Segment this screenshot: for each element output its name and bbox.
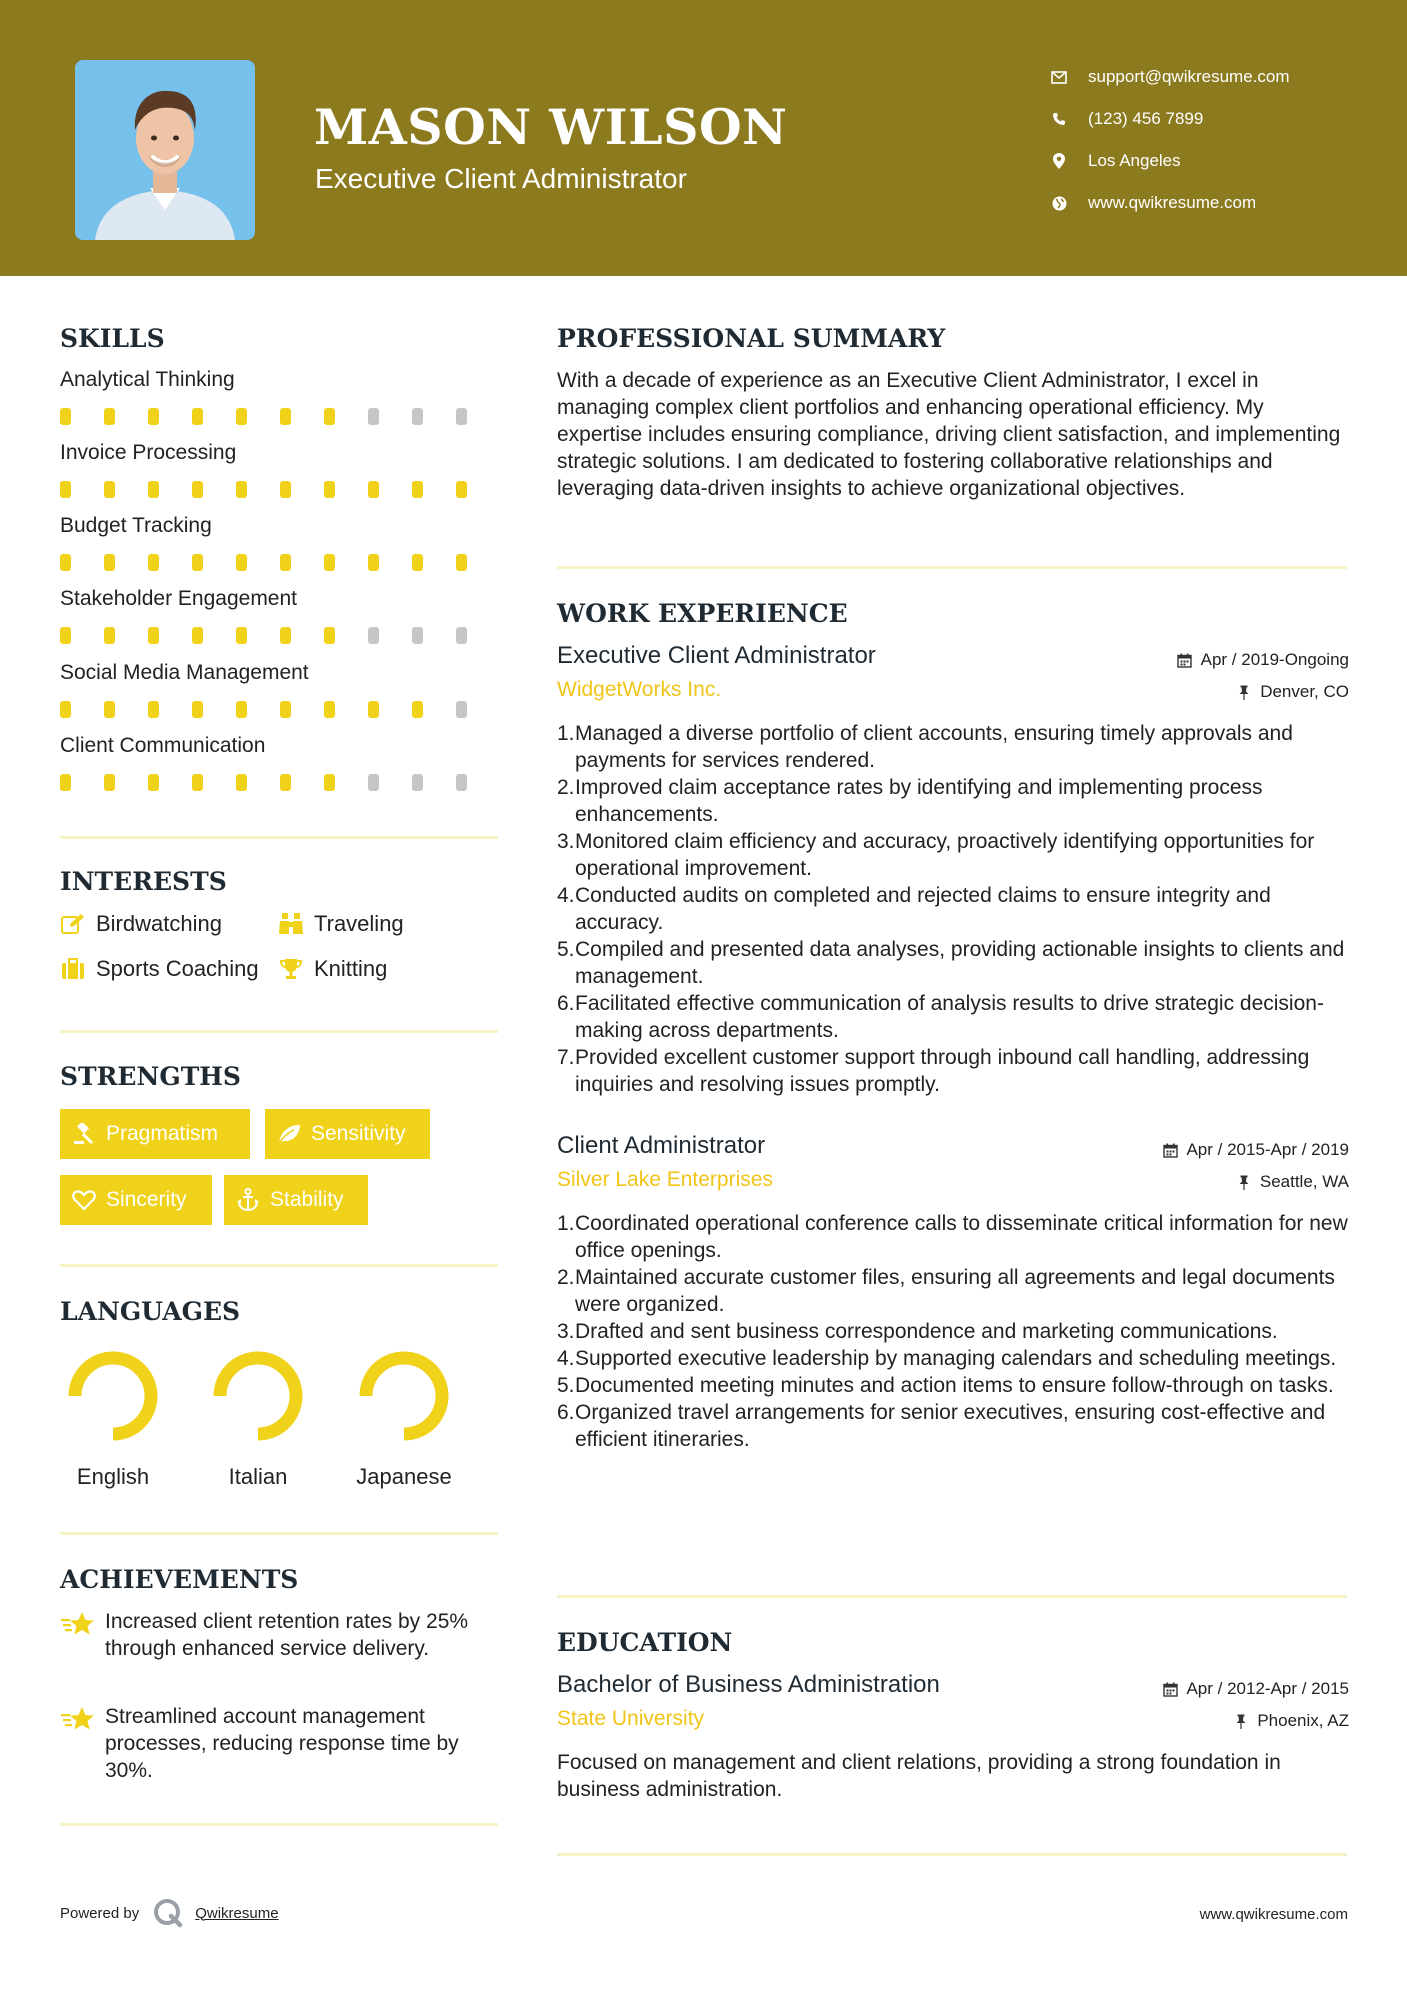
skill-dot-filled bbox=[192, 774, 203, 791]
section-divider bbox=[557, 1853, 1347, 1856]
skill-name: Analytical Thinking bbox=[60, 368, 235, 391]
language-gauge-arc bbox=[366, 1358, 442, 1434]
job-date bbox=[1162, 1140, 1349, 1160]
achievement-item bbox=[60, 1703, 500, 1784]
star-icon bbox=[60, 1705, 96, 1735]
skill-dot-empty bbox=[412, 408, 423, 425]
job-bullets bbox=[557, 1210, 1349, 1453]
pushpin-icon bbox=[1236, 1174, 1252, 1190]
strength-badge bbox=[60, 1109, 250, 1159]
skill-item bbox=[60, 514, 500, 571]
skill-dot-filled bbox=[412, 481, 423, 498]
strength-badge bbox=[224, 1175, 368, 1225]
skill-item bbox=[60, 368, 500, 425]
job-bullet: 2. Maintained accurate customer files, ensuring all agreements and legal documents were organized. bbox=[557, 1266, 1335, 1316]
strength-label: Sincerity bbox=[106, 1188, 187, 1211]
pushpin-icon bbox=[1233, 1713, 1249, 1729]
education-date bbox=[1162, 1679, 1349, 1699]
skill-item bbox=[60, 587, 500, 644]
job-bullet: 4. Conducted audits on completed and rejected claims to ensure integrity and accuracy. bbox=[557, 884, 1271, 934]
skill-dot-filled bbox=[148, 481, 159, 498]
section-divider bbox=[60, 1264, 498, 1267]
skill-dot-empty bbox=[456, 774, 467, 791]
map-pin-icon bbox=[1050, 152, 1068, 170]
contact-phone-text: (123) 456 7899 bbox=[1088, 109, 1204, 128]
skill-dot-filled bbox=[192, 408, 203, 425]
language-label: English bbox=[76, 1464, 150, 1489]
calendar-icon bbox=[1177, 652, 1193, 668]
skill-dot-filled bbox=[412, 701, 423, 718]
education-heading: EDUCATION bbox=[557, 1628, 733, 1657]
skill-dot-filled bbox=[192, 481, 203, 498]
job-location bbox=[1236, 682, 1349, 702]
skill-dot-empty bbox=[368, 627, 379, 644]
strength-label: Sensitivity bbox=[311, 1122, 406, 1145]
contact-location bbox=[1050, 140, 1370, 182]
skill-rating bbox=[60, 627, 500, 644]
strength-label: Stability bbox=[270, 1188, 344, 1211]
experience-heading: WORK EXPERIENCE bbox=[557, 599, 848, 628]
job-bullet: 3. Monitored claim efficiency and accuracy, proactively identifying opportunities for operational improvement. bbox=[557, 830, 1315, 880]
skill-dot-empty bbox=[368, 774, 379, 791]
footer-url[interactable]: www.qwikresume.com bbox=[1199, 1906, 1348, 1923]
language-label: Italian bbox=[228, 1464, 288, 1489]
language-gauge bbox=[354, 1346, 454, 1446]
skills-heading: SKILLS bbox=[60, 324, 165, 353]
section-divider bbox=[60, 836, 498, 839]
language-gauge-arc bbox=[220, 1358, 296, 1434]
interest-item bbox=[60, 956, 259, 982]
skill-dot-filled bbox=[324, 408, 335, 425]
skill-dot-filled bbox=[456, 554, 467, 571]
skill-dot-filled bbox=[104, 701, 115, 718]
job-bullet: 6. Organized travel arrangements for senior executives, ensuring cost-effective and efficient itineraries. bbox=[557, 1401, 1326, 1451]
skill-dot-filled bbox=[324, 627, 335, 644]
pencil-icon bbox=[60, 911, 86, 937]
skill-dot-filled bbox=[236, 554, 247, 571]
job-location-text: Denver, CO bbox=[1260, 682, 1349, 701]
skill-dot-empty bbox=[412, 774, 423, 791]
education-description: Focused on management and client relations, providing a strong foundation in business administration. bbox=[557, 1751, 1281, 1801]
skill-dot-filled bbox=[368, 481, 379, 498]
contact-email-text: support@qwikresume.com bbox=[1088, 67, 1290, 86]
interest-label: Traveling bbox=[314, 911, 404, 936]
skill-dot-filled bbox=[236, 481, 247, 498]
interest-item bbox=[278, 956, 387, 982]
skill-name: Budget Tracking bbox=[60, 514, 212, 537]
achievement-text: Increased client retention rates by 25% through enhanced service delivery. bbox=[105, 1610, 469, 1660]
skill-dot-filled bbox=[104, 481, 115, 498]
job-entry bbox=[557, 1132, 1349, 1453]
skill-dot-filled bbox=[60, 481, 71, 498]
profile-photo bbox=[75, 60, 255, 240]
pushpin-icon bbox=[1236, 684, 1252, 700]
skill-dot-filled bbox=[148, 627, 159, 644]
qwikresume-logo-icon bbox=[153, 1898, 183, 1928]
language-gauge bbox=[63, 1346, 163, 1446]
skill-dot-filled bbox=[104, 554, 115, 571]
skill-dot-filled bbox=[324, 774, 335, 791]
interest-label: Birdwatching bbox=[96, 911, 222, 936]
qwikresume-link[interactable]: Qwikresume bbox=[195, 1904, 279, 1922]
language-item bbox=[40, 1346, 186, 1490]
education-degree: Bachelor of Business Administration bbox=[557, 1671, 940, 1698]
section-divider bbox=[60, 1532, 498, 1535]
skill-dot-empty bbox=[412, 627, 423, 644]
skill-name: Invoice Processing bbox=[60, 441, 237, 464]
skill-dot-filled bbox=[324, 701, 335, 718]
skill-dot-filled bbox=[60, 627, 71, 644]
skill-dot-filled bbox=[104, 774, 115, 791]
skill-item bbox=[60, 661, 500, 718]
language-gauge-arc bbox=[75, 1358, 151, 1434]
skill-dot-filled bbox=[280, 627, 291, 644]
skill-dot-filled bbox=[368, 701, 379, 718]
skill-dot-filled bbox=[368, 554, 379, 571]
section-divider bbox=[60, 1030, 498, 1033]
skill-dot-filled bbox=[280, 408, 291, 425]
interest-item bbox=[278, 911, 404, 937]
skill-dot-empty bbox=[456, 701, 467, 718]
job-bullet: 7. Provided excellent customer support through inbound call handling, addressing inquiries and resolving issues promptly. bbox=[557, 1046, 1310, 1096]
education-location bbox=[1233, 1711, 1349, 1731]
envelope-icon bbox=[1050, 68, 1068, 86]
skill-dot-filled bbox=[148, 408, 159, 425]
language-item bbox=[185, 1346, 331, 1490]
achievement-item bbox=[60, 1608, 500, 1662]
interest-item bbox=[60, 911, 222, 937]
job-bullet: 4. Supported executive leadership by managing calendars and scheduling meetings. bbox=[557, 1347, 1337, 1370]
education-entry bbox=[557, 1671, 1349, 1803]
interests-heading: INTERESTS bbox=[60, 867, 227, 896]
strength-badge bbox=[60, 1175, 212, 1225]
language-label: Japanese bbox=[356, 1464, 452, 1489]
globe-icon bbox=[1050, 194, 1068, 212]
summary-text: With a decade of experience as an Executive Client Administrator, I excel in managing complex client portfolios and enhancing operational efficiency. My expertise includes ensuring compliance, driving client satisfaction, and implementing strategic solutions. I am dedicated to fostering collaborative relationships and leveraging data-driven insights to achieve organizational objectives. bbox=[557, 369, 1341, 500]
skill-dot-filled bbox=[412, 554, 423, 571]
skill-item bbox=[60, 734, 500, 791]
powered-by-label: Powered by bbox=[60, 1904, 140, 1922]
skill-dot-filled bbox=[236, 408, 247, 425]
calendar-icon bbox=[1162, 1142, 1178, 1158]
candidate-title: Executive Client Administrator bbox=[315, 163, 687, 194]
education-location-text: Phoenix, AZ bbox=[1257, 1711, 1349, 1730]
job-bullet: 6. Facilitated effective communication of analysis results to drive strategic decision-making across departments. bbox=[557, 992, 1324, 1042]
skill-dot-filled bbox=[192, 627, 203, 644]
skill-dot-filled bbox=[192, 701, 203, 718]
skill-dot-filled bbox=[60, 701, 71, 718]
skill-dot-filled bbox=[60, 774, 71, 791]
section-divider bbox=[557, 566, 1347, 569]
skill-dot-filled bbox=[280, 554, 291, 571]
language-item bbox=[331, 1346, 477, 1490]
language-gauge bbox=[208, 1346, 308, 1446]
skill-dot-filled bbox=[192, 554, 203, 571]
job-bullet: 5. Documented meeting minutes and action items to ensure follow-through on tasks. bbox=[557, 1374, 1334, 1397]
contact-website[interactable] bbox=[1050, 182, 1370, 224]
contact-website-text: www.qwikresume.com bbox=[1088, 193, 1257, 212]
interest-label: Knitting bbox=[314, 956, 388, 981]
skill-dot-filled bbox=[280, 481, 291, 498]
interest-label: Sports Coaching bbox=[96, 956, 259, 981]
achievements-heading: ACHIEVEMENTS bbox=[60, 1565, 299, 1594]
skill-dot-filled bbox=[456, 481, 467, 498]
phone-icon bbox=[1050, 110, 1068, 128]
job-bullet: 5. Compiled and presented data analyses, providing actionable insights to clients and management. bbox=[557, 938, 1345, 988]
contact-list bbox=[1050, 56, 1370, 224]
education-school: State University bbox=[557, 1707, 705, 1730]
job-location bbox=[1236, 1172, 1349, 1192]
education-date-text: Apr / 2012-Apr / 2015 bbox=[1186, 1679, 1349, 1698]
skill-name: Social Media Management bbox=[60, 661, 309, 684]
avatar-illustration bbox=[75, 60, 255, 240]
skill-dot-filled bbox=[104, 627, 115, 644]
skill-dot-filled bbox=[148, 554, 159, 571]
languages-heading: LANGUAGES bbox=[60, 1297, 241, 1326]
strength-label: Pragmatism bbox=[106, 1122, 219, 1145]
job-bullet: 2. Improved claim acceptance rates by identifying and implementing process enhancements. bbox=[557, 776, 1263, 826]
job-role: Client Administrator bbox=[557, 1132, 766, 1159]
skill-dot-filled bbox=[324, 481, 335, 498]
skill-dot-filled bbox=[236, 774, 247, 791]
job-bullets bbox=[557, 720, 1349, 1098]
contact-location-text: Los Angeles bbox=[1088, 151, 1181, 170]
skill-item bbox=[60, 441, 500, 498]
skill-dot-filled bbox=[148, 774, 159, 791]
contact-email[interactable] bbox=[1050, 56, 1370, 98]
briefcase-icon bbox=[60, 956, 86, 982]
star-icon bbox=[60, 1610, 96, 1640]
skill-dot-filled bbox=[324, 554, 335, 571]
skill-name: Stakeholder Engagement bbox=[60, 587, 297, 610]
job-company: Silver Lake Enterprises bbox=[557, 1168, 773, 1191]
footer-branding bbox=[60, 1898, 279, 1928]
job-date bbox=[1177, 650, 1349, 670]
calendar-icon bbox=[1162, 1681, 1178, 1697]
skill-dot-empty bbox=[368, 408, 379, 425]
trophy-icon bbox=[278, 956, 304, 982]
gavel-icon bbox=[72, 1122, 96, 1146]
job-location-text: Seattle, WA bbox=[1259, 1172, 1349, 1191]
job-entry bbox=[557, 642, 1349, 1098]
skill-dot-empty bbox=[456, 627, 467, 644]
job-role: Executive Client Administrator bbox=[557, 642, 876, 669]
section-divider bbox=[557, 1595, 1347, 1598]
job-company: WidgetWorks Inc. bbox=[557, 678, 722, 701]
strength-badge bbox=[265, 1109, 430, 1159]
skill-rating bbox=[60, 481, 500, 498]
skill-rating bbox=[60, 701, 500, 718]
skill-dot-filled bbox=[236, 627, 247, 644]
section-divider bbox=[60, 1823, 498, 1826]
skill-rating bbox=[60, 408, 500, 425]
contact-phone[interactable] bbox=[1050, 98, 1370, 140]
binoculars-icon bbox=[278, 911, 304, 937]
skill-dot-filled bbox=[280, 774, 291, 791]
anchor-icon bbox=[236, 1188, 260, 1212]
skill-dot-filled bbox=[60, 554, 71, 571]
resume-header bbox=[0, 0, 1407, 276]
skill-dot-filled bbox=[60, 408, 71, 425]
skill-rating bbox=[60, 554, 500, 571]
skill-dot-filled bbox=[280, 701, 291, 718]
job-bullet: 1. Coordinated operational conference calls to disseminate critical information for new office openings. bbox=[557, 1212, 1348, 1262]
skill-dot-filled bbox=[236, 701, 247, 718]
skill-dot-filled bbox=[104, 408, 115, 425]
achievement-text: Streamlined account management processes, reducing response time by 30%. bbox=[105, 1705, 459, 1782]
summary-heading: PROFESSIONAL SUMMARY bbox=[557, 324, 946, 353]
candidate-name: MASON WILSON bbox=[314, 98, 788, 156]
skill-dot-filled bbox=[148, 701, 159, 718]
job-bullet: 3. Drafted and sent business correspondence and marketing communications. bbox=[557, 1320, 1278, 1343]
strengths-heading: STRENGTHS bbox=[60, 1062, 241, 1091]
job-bullet: 1. Managed a diverse portfolio of client accounts, ensuring timely approvals and payments for services rendered. bbox=[557, 722, 1293, 772]
job-date-text: Apr / 2019-Ongoing bbox=[1200, 650, 1349, 669]
heart-icon bbox=[72, 1188, 96, 1212]
skill-dot-empty bbox=[456, 408, 467, 425]
skill-rating bbox=[60, 774, 500, 791]
leaf-icon bbox=[277, 1122, 301, 1146]
skill-name: Client Communication bbox=[60, 734, 266, 757]
job-date-text: Apr / 2015-Apr / 2019 bbox=[1186, 1140, 1349, 1159]
